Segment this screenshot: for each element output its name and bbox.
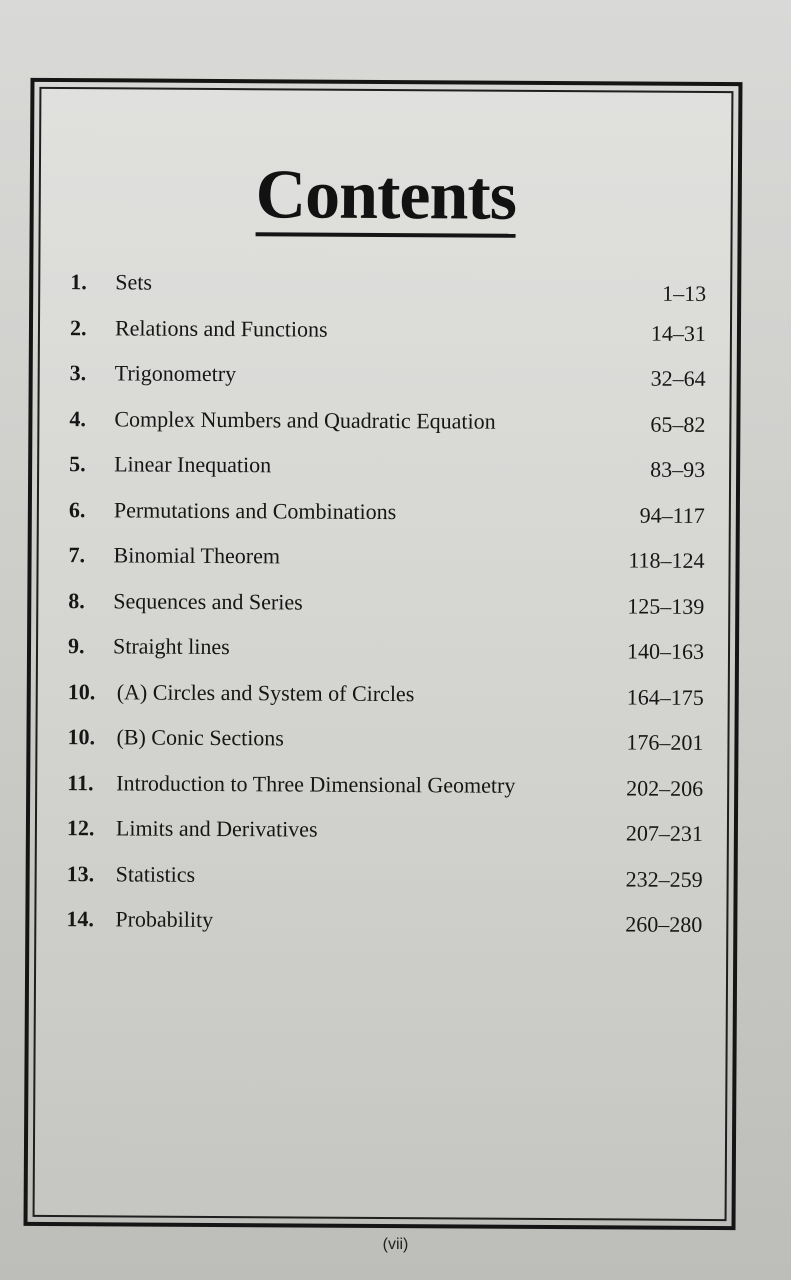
toc-entry (70, 315, 706, 364)
toc-entry (67, 724, 703, 773)
entry-pages: 260–280 (625, 911, 703, 937)
entry-pages: 1–13 (662, 280, 707, 306)
entry-title: Statistics (115, 860, 196, 887)
entry-title: Complex Numbers and Quadratic Equation (114, 405, 496, 434)
entry-number: 3. (69, 360, 87, 386)
entry-title: Trigonometry (114, 360, 237, 387)
entry-pages: 140–163 (626, 638, 705, 664)
toc-entry (68, 679, 704, 728)
contents-inner-border (33, 87, 734, 1221)
page-number: (vii) (382, 1236, 409, 1253)
table-of-contents (66, 269, 706, 955)
entry-title: Limits and Derivatives (115, 815, 318, 842)
toc-entry (67, 815, 703, 864)
entry-number: 9. (67, 633, 85, 659)
entry-pages: 207–231 (625, 820, 703, 846)
entry-title: Binomial Theorem (113, 542, 281, 569)
entry-pages: 125–139 (627, 592, 705, 619)
contents-frame (24, 78, 743, 1230)
entry-title: Sequences and Series (113, 587, 303, 615)
entry-title: Relations and Functions (114, 314, 328, 342)
entry-title: (A) Circles and System of Circles (116, 678, 415, 706)
entry-title: Introduction to Three Dimensional Geometry (116, 769, 516, 798)
entry-number: 12. (66, 815, 95, 841)
entry-pages: 94–117 (639, 502, 705, 528)
entry-pages: 232–259 (625, 865, 703, 892)
entry-number: 10. (67, 678, 96, 704)
entry-pages: 14–31 (650, 320, 707, 346)
toc-entry (67, 770, 703, 819)
entry-title: (B) Conic Sections (116, 724, 284, 751)
entry-title: Straight lines (112, 633, 230, 660)
toc-entry (68, 542, 704, 591)
entry-number: 14. (66, 906, 94, 932)
entry-title: Permutations and Combinations (113, 496, 397, 524)
entry-pages: 65–82 (650, 411, 706, 437)
entry-pages: 83–93 (650, 456, 706, 482)
toc-entry (68, 633, 704, 682)
entry-number: 2. (69, 314, 87, 340)
entry-number: 5. (69, 451, 86, 477)
entry-number: 8. (68, 587, 85, 613)
entry-number: 13. (66, 860, 95, 886)
entry-pages: 202–206 (626, 774, 704, 801)
entry-number: 1. (70, 269, 87, 295)
entry-pages: 118–124 (628, 547, 705, 573)
toc-entry (66, 861, 702, 910)
entry-number: 4. (69, 405, 87, 431)
entry-title: Probability (115, 906, 214, 932)
toc-entry (69, 451, 705, 500)
page-title (41, 156, 731, 239)
entry-title: Sets (115, 269, 153, 295)
entry-title: Linear Inequation (114, 451, 272, 478)
entry-number: 6. (68, 496, 86, 522)
entry-pages: 32–64 (650, 365, 706, 391)
toc-entry (68, 588, 704, 637)
entry-pages: 164–175 (626, 683, 704, 710)
entry-number: 7. (68, 542, 86, 568)
entry-pages: 176–201 (626, 729, 704, 755)
toc-entry (66, 906, 702, 955)
entry-number: 10. (67, 724, 96, 750)
toc-entry (70, 360, 706, 409)
entry-number: 11. (67, 769, 94, 795)
page-title-text: Contents (255, 160, 516, 238)
toc-entry (69, 406, 705, 455)
toc-entry (70, 269, 706, 318)
toc-entry (69, 497, 705, 546)
